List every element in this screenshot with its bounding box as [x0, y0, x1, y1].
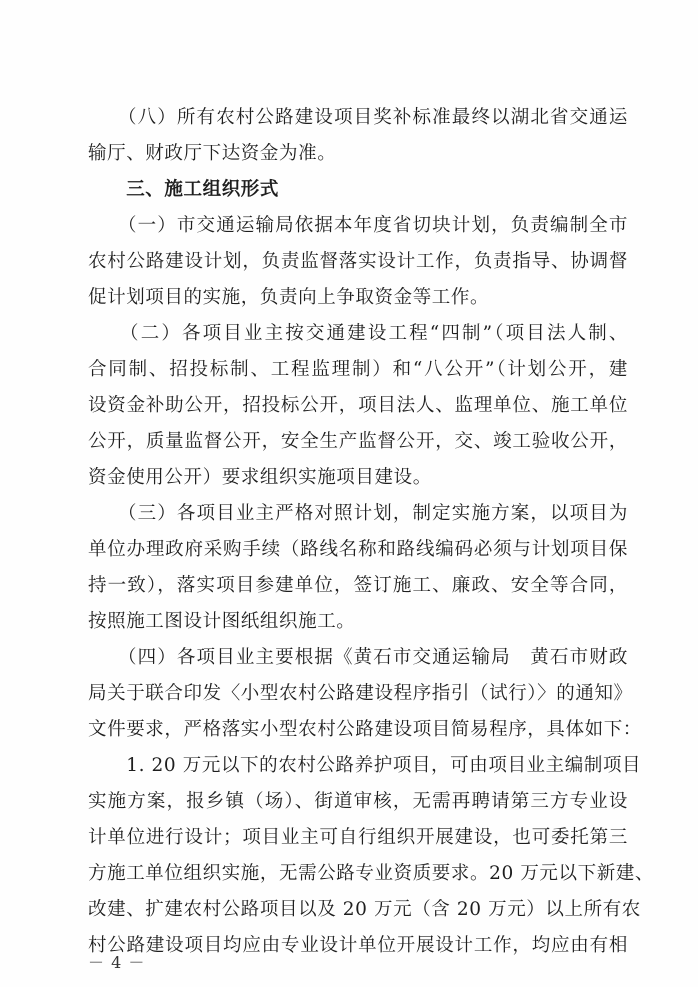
- body-text-line: 计单位进行设计；项目业主可自行组织开展建设，也可委托第三: [88, 827, 628, 848]
- body-text-line: 局关于联合印发〈小型农村公路建设程序指引（试行）〉的通知》: [88, 683, 633, 704]
- body-text-line: 村公路建设项目均应由专业设计单位开展设计工作，均应由有相: [88, 935, 628, 956]
- body-text-line: （二）各项目业主按交通建设工程“四制”（项目法人制、: [88, 323, 628, 344]
- body-text-line: （一）市交通运输局依据本年度省切块计划，负责编制全市: [88, 215, 628, 236]
- body-text-line: 方施工单位组织实施，无需公路专业资质要求。20 万元以下新建、: [88, 863, 655, 884]
- body-text-line: 1. 20 万元以下的农村公路养护项目，可由项目业主编制项目: [88, 755, 642, 776]
- body-text-line: （八）所有农村公路建设项目奖补标准最终以湖北省交通运: [88, 107, 628, 128]
- body-text-line: 合同制、招投标制、工程监理制）和“八公开”（计划公开，建: [88, 359, 628, 380]
- body-text-line: 资金使用公开）要求组织实施项目建设。: [88, 467, 432, 488]
- body-text-line: （三）各项目业主严格对照计划，制定实施方案，以项目为: [88, 503, 628, 524]
- page-number: － 4 －: [88, 953, 146, 972]
- body-text-line: 实施方案，报乡镇（场）、街道审核，无需再聘请第三方专业设: [88, 791, 628, 812]
- body-text-line: 公开，质量监督公开，安全生产监督公开，交、竣工验收公开，: [88, 431, 628, 452]
- body-text-line: 输厅、财政厅下达资金为准。: [88, 143, 337, 164]
- body-text-line: 改建、扩建农村公路项目以及 20 万元（含 20 万元）以上所有农: [88, 899, 641, 920]
- body-text-line: 促计划项目的实施，负责向上争取资金等工作。: [88, 287, 490, 308]
- section-heading: 三、施工组织形式: [88, 179, 280, 200]
- body-text-line: 设资金补助公开，招投标公开，项目法人、监理单位、施工单位: [88, 395, 628, 416]
- body-text-line: 按照施工图设计图纸组织施工。: [88, 611, 356, 632]
- body-text-line: 持一致），落实项目参建单位，签订施工、廉政、安全等合同，: [88, 575, 628, 596]
- body-text-line: 单位办理政府采购手续（路线名称和路线编码必须与计划项目保: [88, 539, 628, 560]
- body-text-line: 农村公路建设计划，负责监督落实设计工作，负责指导、协调督: [88, 251, 628, 272]
- body-text-line: 文件要求，严格落实小型农村公路建设项目简易程序，具体如下：: [88, 719, 642, 740]
- body-text-line: （四）各项目业主要根据《黄石市交通运输局 黄石市财政: [88, 647, 628, 668]
